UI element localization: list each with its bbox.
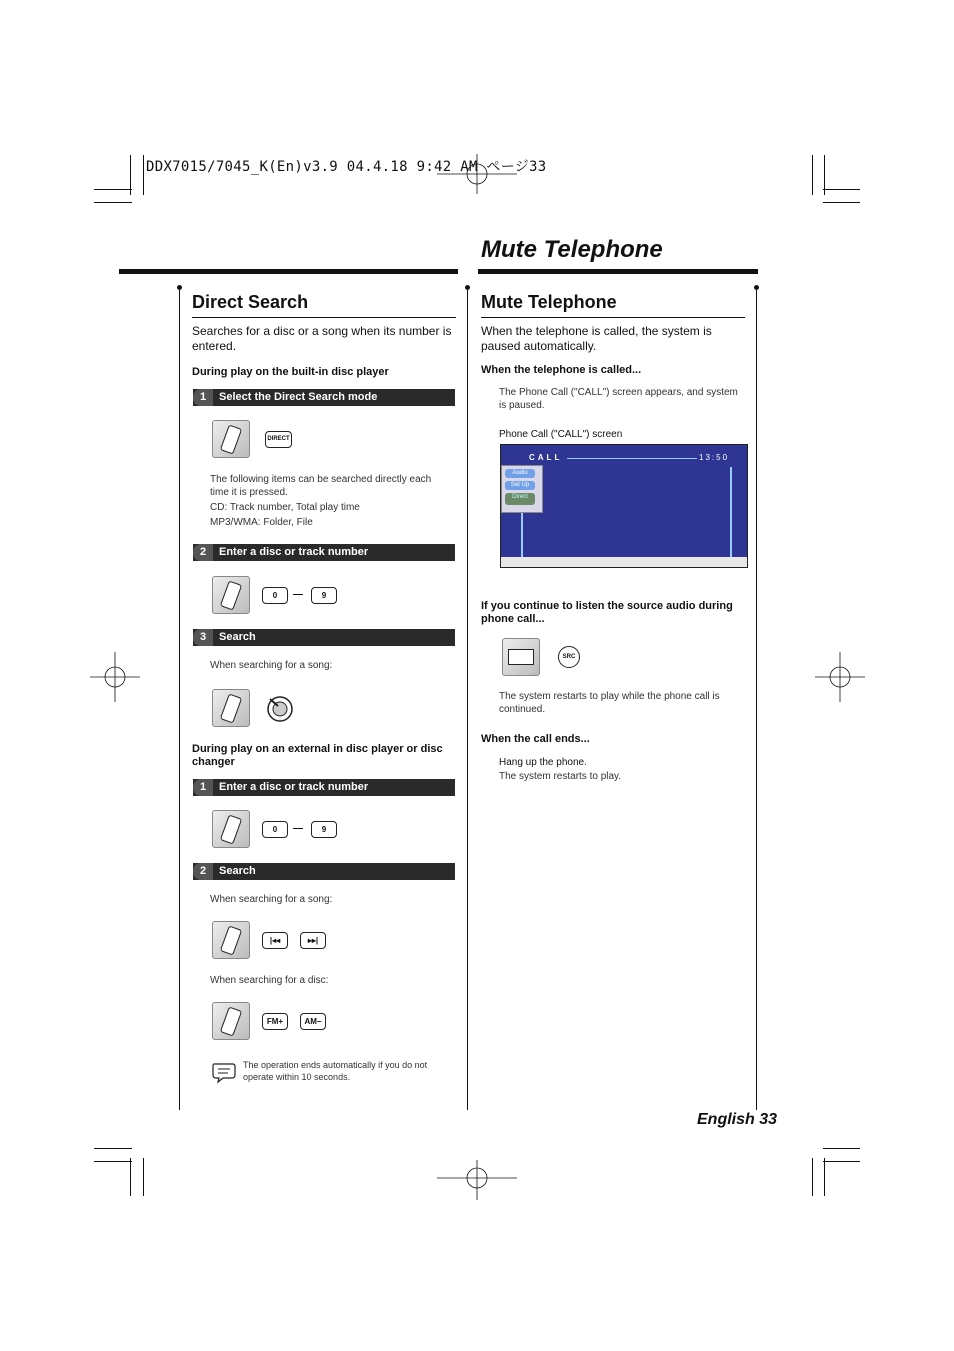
screen-caption: Phone Call ("CALL") screen: [499, 429, 623, 440]
when-called-text: The Phone Call ("CALL") screen appears, and system is paused.: [499, 387, 738, 411]
remote-icon: [212, 420, 250, 458]
step-number: 2: [193, 544, 213, 561]
direct-button[interactable]: Direct: [505, 493, 535, 505]
info-note-text: The operation ends automatically if you do not operate within 10 seconds.: [243, 1060, 428, 1082]
remote-icon: [212, 689, 250, 727]
info-note-icon: [211, 1060, 237, 1084]
am-minus-key: AM−: [300, 1013, 326, 1030]
page-title: Mute Telephone: [481, 236, 663, 263]
step-label: Search: [219, 631, 256, 643]
direct-note: The following items can be searched directly each time it is pressed. CD: Track number, Total play time MP3/WMA: Folder, File: [210, 474, 432, 528]
step-ext-search: [193, 863, 455, 880]
audio-button[interactable]: Audio: [505, 469, 535, 478]
next-track-key: ▸▸|: [300, 932, 326, 949]
direct-key: DIRECT: [265, 431, 292, 448]
step-label: Search: [219, 865, 256, 877]
step-number: 3: [193, 629, 213, 646]
call-screen: [500, 444, 748, 568]
call-label: CALL: [529, 453, 563, 462]
step-number: 2: [193, 863, 213, 880]
restart-text: The system restarts to play.: [499, 771, 622, 782]
step-search: [193, 629, 455, 646]
hang-up-text: Hang up the phone.: [499, 757, 587, 768]
print-header: DDX7015/7045_K(En)v3.9 04.4.18 9:42 AM ページ33: [146, 159, 547, 175]
step-ext-enter-number: [193, 779, 455, 796]
src-key: SRC: [558, 646, 580, 668]
step-number: 1: [193, 779, 213, 796]
call-ends-title: When the call ends...: [481, 733, 590, 745]
search-song-text-2: When searching for a song:: [210, 894, 333, 905]
step-number: 1: [193, 389, 213, 406]
continue-title: If you continue to listen the source audio during phone call...: [481, 600, 733, 625]
registration-mark-right: [815, 652, 865, 702]
page-footer: English 33: [697, 1111, 778, 1128]
remote-icon: [212, 1002, 250, 1040]
continue-text: The system restarts to play while the phone call is continued.: [499, 691, 720, 715]
step-label: Enter a disc or track number: [219, 781, 369, 793]
step-label: Select the Direct Search mode: [219, 391, 378, 403]
step-enter-number: [193, 544, 455, 561]
mute-intro: When the telephone is called, the system is paused automatically.: [481, 324, 712, 353]
key-0: 0: [262, 587, 288, 604]
key-9: 9: [311, 587, 337, 604]
setup-button[interactable]: Set Up: [505, 481, 535, 490]
step-select-direct: [193, 389, 455, 406]
remote-icon: [212, 921, 250, 959]
call-time: 13:50: [699, 453, 730, 462]
external-subtitle: During play on an external in disc player or disc changer: [192, 743, 443, 768]
key-0: 0: [262, 821, 288, 838]
mute-telephone-title: Mute Telephone: [481, 292, 617, 312]
when-called-title: When the telephone is called...: [481, 364, 642, 376]
search-song-text: When searching for a song:: [210, 660, 333, 671]
direct-search-intro: Searches for a disc or a song when its number is entered.: [192, 324, 452, 353]
remote-icon: [212, 810, 250, 848]
control-knob-icon: [264, 693, 296, 725]
prev-track-key: |◂◂: [262, 932, 288, 949]
fm-plus-key: FM+: [262, 1013, 288, 1030]
registration-mark-left: [90, 652, 140, 702]
monitor-icon: [502, 638, 540, 676]
step-label: Enter a disc or track number: [219, 546, 369, 558]
direct-search-title: Direct Search: [192, 292, 309, 312]
builtin-subtitle: During play on the built-in disc player: [192, 366, 389, 378]
remote-icon: [212, 576, 250, 614]
key-9: 9: [311, 821, 337, 838]
registration-mark-bottom: [437, 1160, 517, 1200]
search-disc-text: When searching for a disc:: [210, 975, 329, 986]
